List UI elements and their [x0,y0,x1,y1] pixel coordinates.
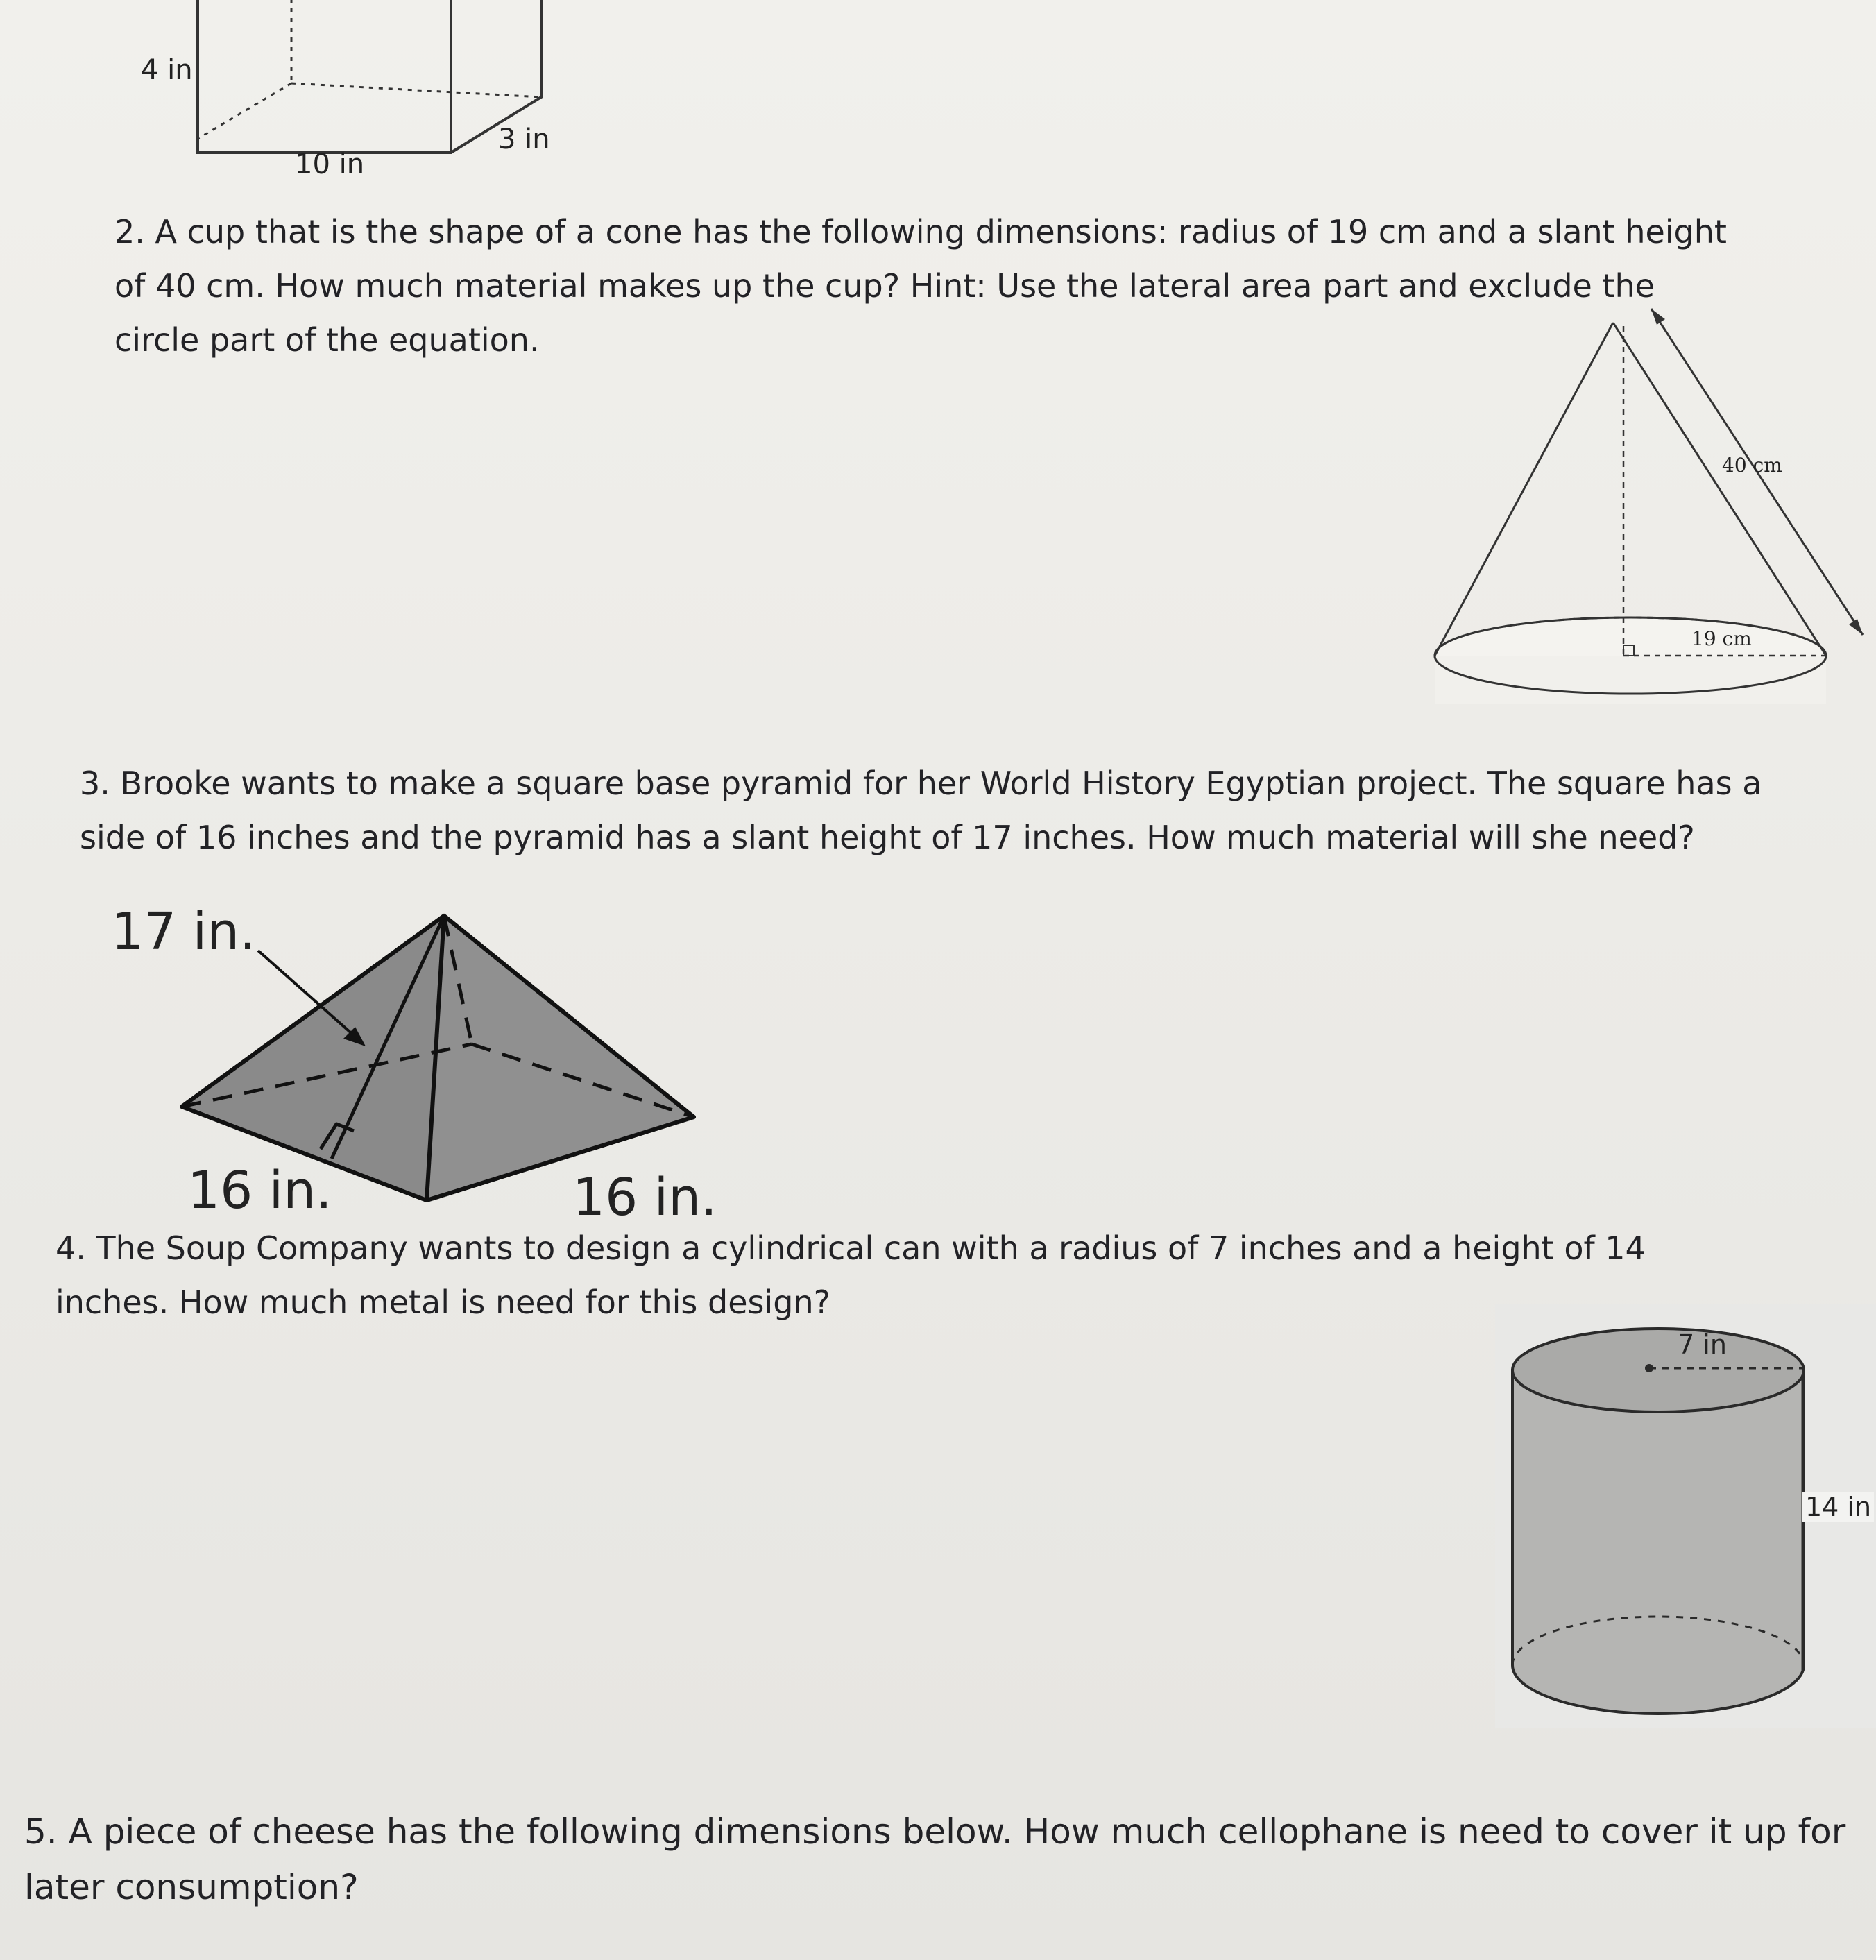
cylinder-body [1512,1370,1804,1714]
cylinder-top-ellipse [1512,1329,1804,1412]
pyramid-slant-label: 17 in. [111,902,256,962]
cylinder-center-dot [1645,1364,1653,1372]
cylinder-height-label: 14 in [1802,1492,1874,1522]
pyramid-right-side-label: 16 in. [572,1168,717,1227]
question-2-text: 2. A cup that is the shape of a cone has the following dimensions: radius of 19 cm and a slant height of 40 cm. How much material makes up the cup? Hint: Use the lateral area part and exclude the circle part of the equation. [114,213,1727,359]
prism-height-label: 4 in [141,54,193,86]
pyramid-left-side-label: 16 in. [187,1161,332,1220]
question-3-text: 3. Brooke wants to make a square base pyramid for her World History Egyptian project. The square has a side of 16 inches and the pyramid has a slant height of 17 inches. How much material will she need? [80,765,1762,856]
question-5-text: 5. A piece of cheese has the following dimensions below. How much cellophane is need to cover it up for later consumption? [24,1812,1846,1907]
question-4-text: 4. The Soup Company wants to design a cylindrical can with a radius of 7 inches and a height of 14 inches. How much metal is need for this design? [56,1229,1646,1321]
cylinder-radius-label: 7 in [1678,1329,1727,1360]
prism-length-label: 10 in [295,148,365,180]
cone-radius-label: 19 cm [1691,627,1752,650]
prism-width-label: 3 in [498,123,550,155]
cone-slant-label: 40 cm [1722,454,1782,477]
